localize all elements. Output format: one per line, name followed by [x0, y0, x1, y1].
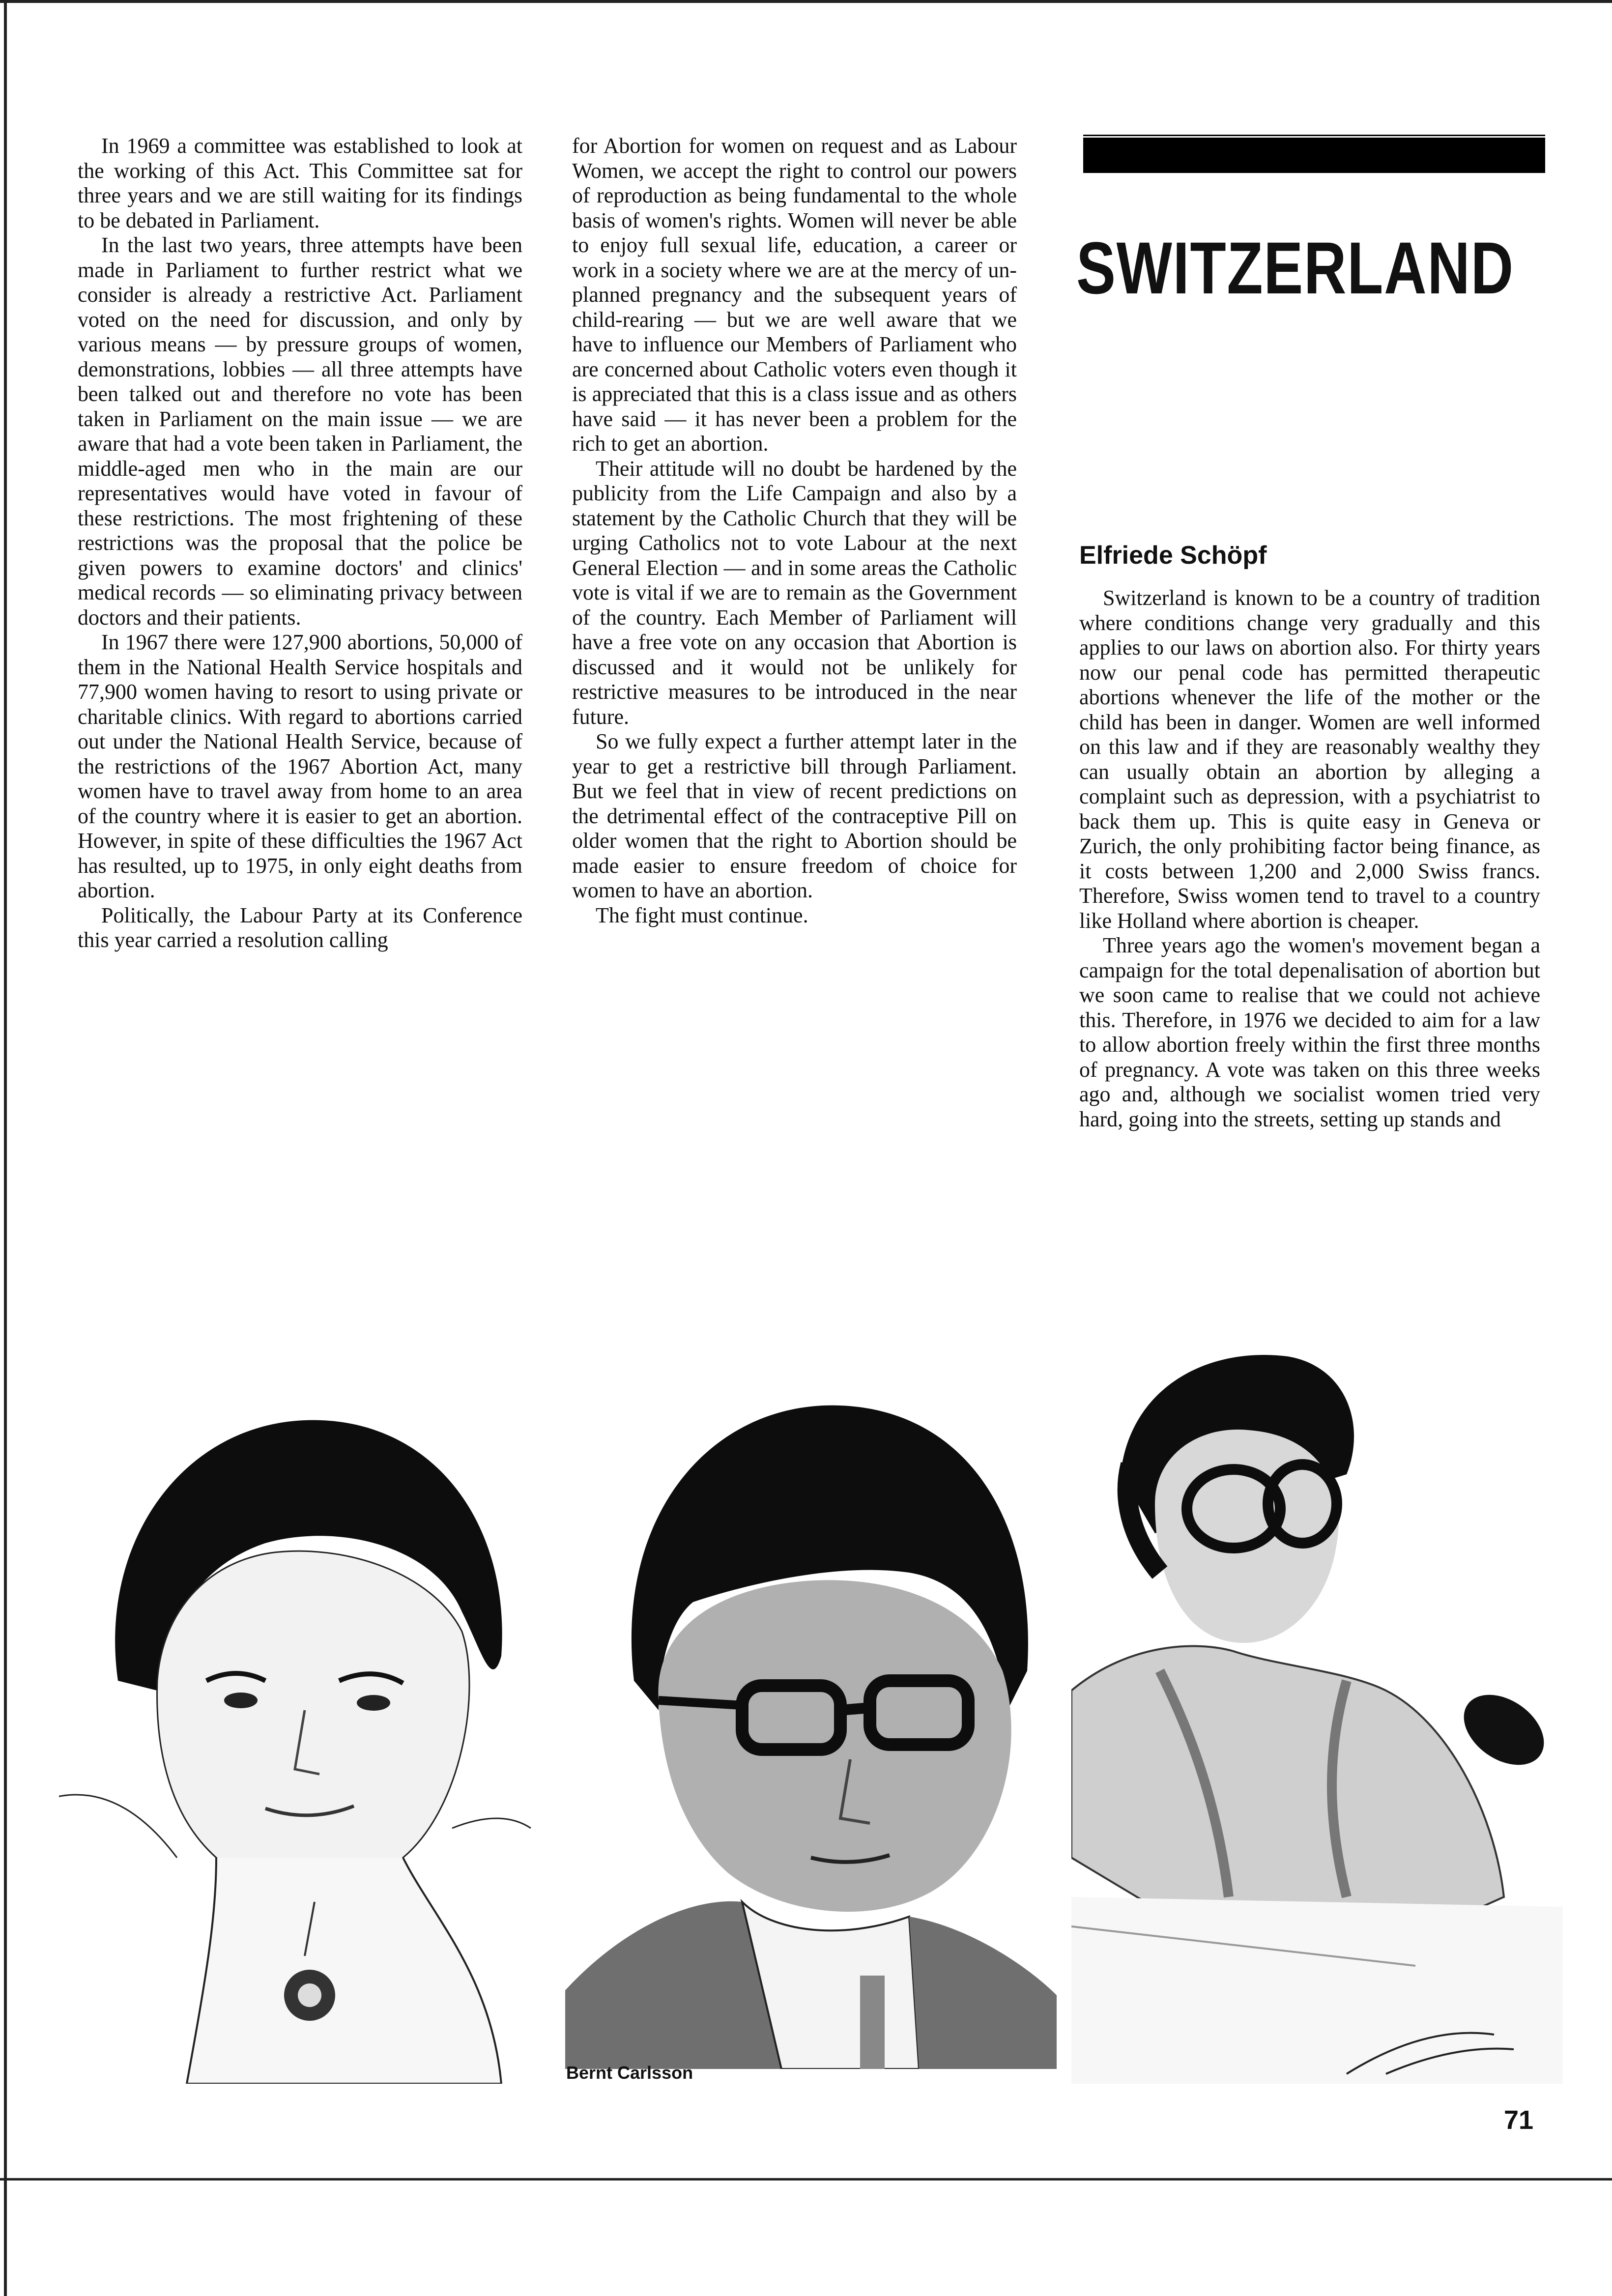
- portrait-photo-woman: [59, 1337, 541, 2084]
- section-title: SWITZERLAND: [1076, 227, 1514, 309]
- heading-bar: [1083, 138, 1545, 173]
- portrait-drawing: [565, 1327, 1057, 2069]
- portrait-photo-elfriede-schopf: [1071, 1327, 1563, 2084]
- portrait-drawing: [59, 1337, 541, 2084]
- portrait-photo-bernt-carlsson: [565, 1327, 1057, 2069]
- photo-caption: Bernt Carlsson: [566, 2063, 693, 2083]
- paragraph: Their attitude will no doubt be hardened by the publicity from the Life Campaign and also by a statement by the Catholic Church that they will be urging Catholics not to vote Labour at the next General Election — and in some areas the Catholic vote is vital if we are to remain as the Government of the country. Each Member of Parliament will have a free vote on any occasion that Abortion is discussed and it would not be unlikely for restrictive measures to be introduced in the near future.: [572, 456, 1017, 729]
- paragraph: In 1969 a committee was established to look at the working of this Act. This Committee sat for three years and we are still waiting for its findings to be debated in Parliament.: [78, 134, 522, 232]
- bottom-rule: [0, 2178, 1612, 2181]
- author-byline: Elfriede Schöpf: [1079, 541, 1267, 570]
- heading-rule-thin: [1083, 135, 1545, 136]
- article-column-right: [1079, 586, 1540, 1132]
- paragraph: Three years ago the women's movement began a campaign for the total depenalisation of abortion but we soon came to realise that we could not achieve this. Therefore, in 1976 we decided to aim for a law to allow abortion freely within the first three months of pregnancy. A vote was taken on this three weeks ago and, although we socialist women tried very hard, going into the streets, setting up stands and: [1079, 933, 1540, 1131]
- paragraph: In 1967 there were 127,900 abortions, 50,000 of them in the National Health Service hospitals and 77,900 women having to resort to using private or charitable clinics. With regard to abortions carried out under the National Health Service, because of the restrictions of the 1967 Abortion Act, many women have to travel away from home to an area of the country where it is easier to get an abortion. However, in spite of these difficulties the 1967 Act has resulted, up to 1975, in only eight deaths from abortion.: [78, 630, 522, 902]
- page-number: 71: [1504, 2105, 1534, 2135]
- article-column-middle: [572, 134, 1017, 928]
- paragraph: In the last two years, three attempts have been made in Parliament to further restrict what we consider is already a restrictive Act. Parliament voted on the need for discussion, and only by various means — by pressure groups of women, demonstrations, lobbies — all three attempts have been talked out and therefore no vote has been taken in Parliament on the main issue — we are aware that had a vote been taken in Parliament, the middle-aged men who in the main are our representatives would have voted in favour of these restrictions. The most frightening of these restrictions was the proposal that the police be given powers to examine doctors' and clinics' medical records — so eliminating privacy between doctors and their patients.: [78, 233, 522, 630]
- paragraph: So we fully expect a further attempt later in the year to get a restrictive bill through Parliament. But we feel that in view of recent predictions on the detrimental effect of the contraceptive Pill on older women that the right to Abortion should be made easier to ensure freedom of choice for women to have an abortion.: [572, 729, 1017, 902]
- portrait-drawing: [1071, 1327, 1563, 2084]
- scan-edge-top: [0, 0, 1612, 3]
- scan-edge-left: [4, 0, 7, 2296]
- paragraph: The fight must continue.: [596, 903, 808, 927]
- article-column-left: [78, 134, 522, 953]
- paragraph: for Abortion for women on request and as Labour Women, we accept the right to control our powers of reproduction as being fundamental to the whole basis of women's rights. Women will never be able to enjoy full sexual life, education, a career or work in a society where we are at the mercy of un-planned pregnancy and the subsequent years of child-rearing — but we are well aware that we have to influence our Members of Parliament who are concerned about Catholic voters even though it is appreciated that this is a class issue and as others have said — it has never been a problem for the rich to get an abortion.: [572, 134, 1017, 456]
- paragraph: Switzerland is known to be a country of tradition where conditions change very gradually and this applies to our laws on abortion also. For thirty years now our penal code has permitted therapeutic abortions whenever the life of the mother or the child has been in danger. Women are well informed on this law and if they are reasonably wealthy they can usually obtain an abortion by alleging a complaint such as depression, with a psychiatrist to back them up. This is quite easy in Geneva or Zurich, the only prohibiting factor being finance, as it costs between 1,200 and 2,000 Swiss francs. Therefore, Swiss women tend to travel to a country like Holland where abortion is cheaper.: [1079, 586, 1540, 933]
- paragraph: Politically, the Labour Party at its Conference this year carried a resolution calling: [78, 903, 522, 952]
